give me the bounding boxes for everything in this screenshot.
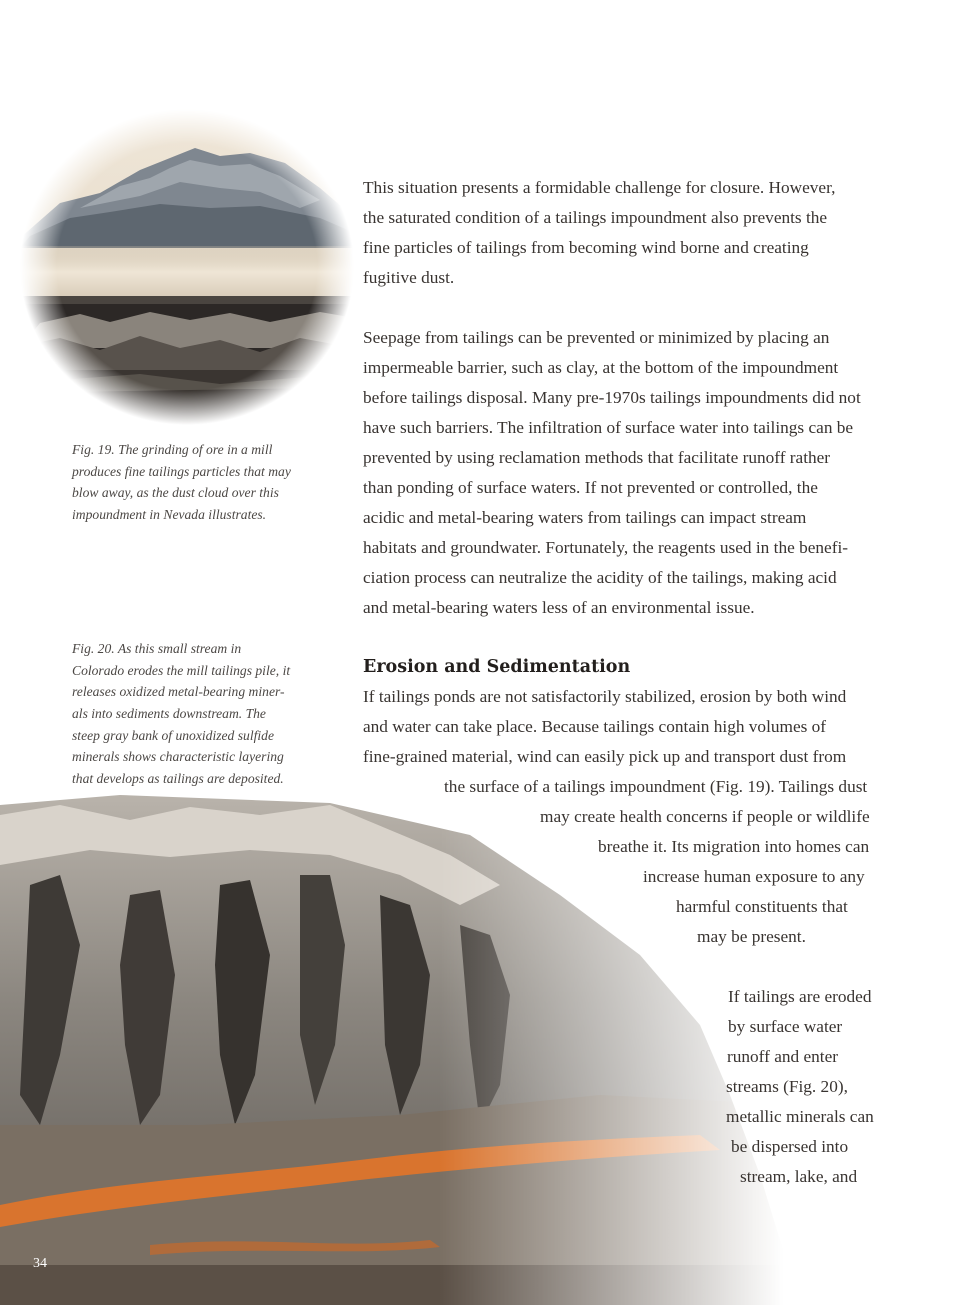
text-line: If tailings are eroded <box>728 987 872 1006</box>
paragraph-seepage <box>363 323 923 623</box>
fig19-caption <box>72 439 317 526</box>
caption-line: impoundment in Nevada illustrates. <box>72 507 267 523</box>
caption-line: minerals shows characteristic layering <box>72 749 284 765</box>
fig20-caption <box>72 638 317 790</box>
page-number: 34 <box>33 1256 47 1271</box>
text-line: before tailings disposal. Many pre-1970s tailings impoundments did not <box>363 388 861 407</box>
text-line: If tailings ponds are not satisfactorily stabilized, erosion by both wind <box>363 687 847 706</box>
caption-line: releases oxidized metal-bearing miner- <box>72 684 285 700</box>
section-heading: Erosion and Sedimentation <box>363 657 631 677</box>
caption-line: that develops as tailings are deposited. <box>72 771 284 787</box>
text-line: than ponding of surface waters. If not prevented or controlled, the <box>363 478 818 497</box>
text-line: stream, lake, and <box>740 1167 858 1186</box>
paragraph-stream-dispersal <box>363 982 923 1192</box>
text-line: fine-grained material, wind can easily pick up and transport dust from <box>363 747 847 766</box>
body-text <box>363 173 923 1192</box>
text-line: fine particles of tailings from becoming wind borne and creating <box>363 238 809 257</box>
text-line: streams (Fig. 20), <box>726 1077 848 1096</box>
text-line: runoff and enter <box>727 1047 839 1066</box>
text-line: the surface of a tailings impoundment (Fig. 19). Tailings dust <box>444 777 868 796</box>
caption-line: Fig. 20. As this small stream in <box>72 641 242 656</box>
text-line: increase human exposure to any <box>643 867 865 886</box>
text-line: the saturated condition of a tailings impoundment also prevents the <box>363 208 828 227</box>
text-line: may be present. <box>697 927 806 946</box>
paragraph-closure <box>363 173 923 293</box>
text-line: be dispersed into <box>731 1137 849 1156</box>
caption-line: blow away, as the dust cloud over this <box>72 485 279 501</box>
fig19-photo <box>20 108 355 426</box>
text-line: breathe it. Its migration into homes can <box>598 837 870 856</box>
text-line: harmful constituents that <box>676 897 848 916</box>
text-line: have such barriers. The infiltration of surface water into tailings can be <box>363 418 854 437</box>
paragraph-erosion <box>363 682 923 952</box>
text-line: and metal-bearing waters less of an environmental issue. <box>363 598 755 617</box>
text-line: fugitive dust. <box>363 268 455 287</box>
text-line: ciation process can neutralize the acidity of the tailings, making acid <box>363 568 837 587</box>
caption-line: produces fine tailings particles that may <box>72 463 291 479</box>
text-line: metallic minerals can <box>726 1107 874 1126</box>
text-line: may create health concerns if people or wildlife <box>540 807 870 826</box>
text-line: acidic and metal-bearing waters from tailings can impact stream <box>363 508 807 527</box>
text-line: habitats and groundwater. Fortunately, the reagents used in the benefi- <box>363 538 849 557</box>
caption-line: steep gray bank of unoxidized sulfide <box>72 727 274 743</box>
text-line: and water can take place. Because tailings contain high volumes of <box>363 717 827 736</box>
caption-line: als into sediments downstream. The <box>72 706 266 722</box>
caption-line: Fig. 19. The grinding of ore in a mill <box>72 442 273 457</box>
text-line: Seepage from tailings can be prevented or minimized by placing an <box>363 328 830 347</box>
text-line: by surface water <box>728 1017 843 1036</box>
text-line: prevented by using reclamation methods that facilitate runoff rather <box>363 448 831 467</box>
text-line: impermeable barrier, such as clay, at the bottom of the impoundment <box>363 358 839 377</box>
caption-line: Colorado erodes the mill tailings pile, it <box>72 662 291 678</box>
text-line: This situation presents a formidable challenge for closure. However, <box>363 178 836 197</box>
